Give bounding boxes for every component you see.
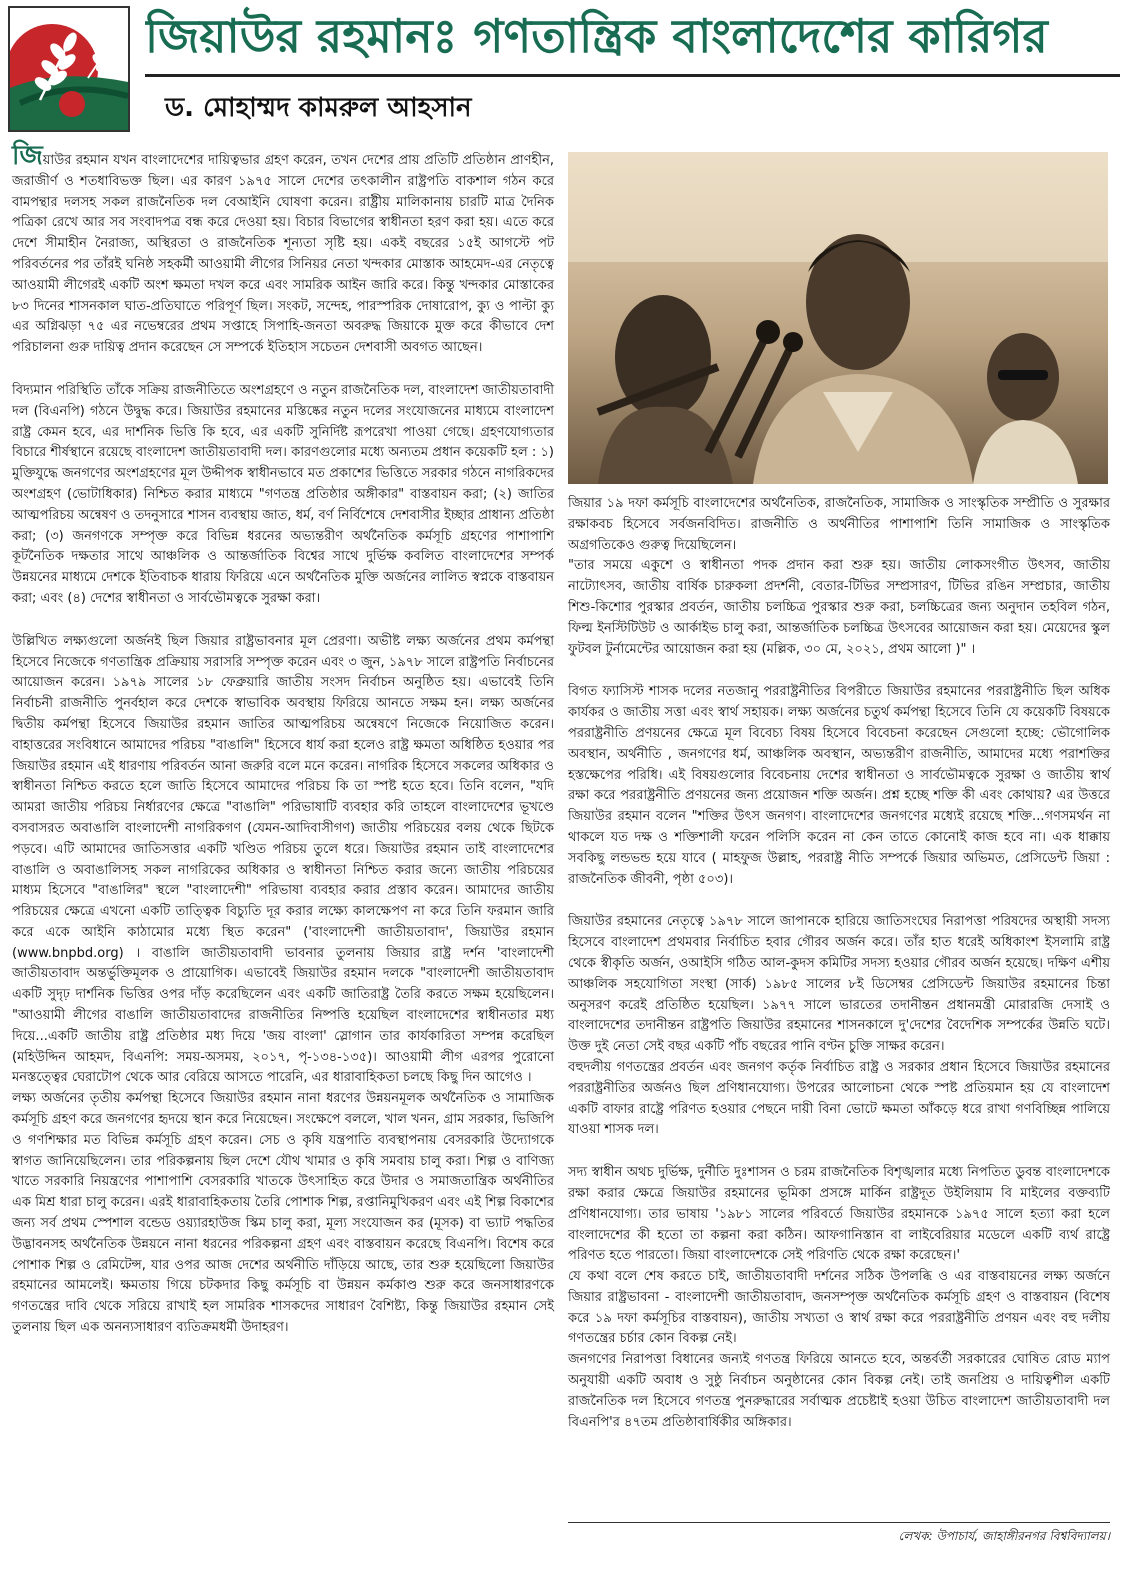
paragraph: লক্ষ্য অর্জনের তৃতীয় কর্মপন্থা হিসেবে জিয়াউর রহমান নানা ধরণের উন্নয়নমূলক অর্থনৈতিক ও সামাজিক কর্মসূচি গ্রহণ করে জনগণের হৃদয়ে স্থান করে নিয়েছেন। সংক্ষেপে বললে, খাল খনন, গ্রাম সরকার, ভিজিপি ও গণশিক্ষার মত বিভিন্ন কর্মসূচি গ্রহণ করেন। সেচ ও কৃষি যন্ত্রপাতি ব্যবস্থাপনায় বেসরকারি উদ্যোগকে স্বাগত জানিয়েছিলেন। তার পরিকল্পনায় ছিল দেশে যৌথ খামার ও কৃষি সমবায় চালু করা। শিল্প ও বাণিজ্য খাতে সরকারি নিয়ন্ত্রণের পাশাপাশি বেসরকারি খাতকে উৎসাহিত করে উদার ও সমাজতান্ত্রিক অর্থনীতির এক মিশ্র ধারা চালু করেন। এরই ধারাবাহিকতায় তৈরি পোশাক শিল্প, রপ্তানিমুখিকরণ এবং এই শিল্প বিকাশের জন্য সর্ব প্রথম স্পেশাল বন্ডেড ওয়্যারহাউজ স্কিম চালু করা, মূল্য সংযোজন কর (মূসক) বা ভ্যাট পদ্ধতির উদ্ভাবনসহ অর্থনৈতিক উন্নয়নে নানা ধরনের পরিকল্পনা গ্রহণ এবং বাস্তবায়ন করেছে বিএনপি। বিশেষ করে পোশাক শিল্প ও রেমিটেন্স, যার ওপর আজ দেশের অর্থনীতি দাঁড়িয়ে আছে, তার শুরু হয়েছিলো জিয়াউর রহমানের আমলেই। ক্ষমতায় গিয়ে চটকদার কিছু কর্মসূচি বা উন্নয়ন কর্মকাণ্ড শুরু করে জনসাধারণকে গণতন্ত্রের দাবি থেকে সরিয়ে রাখাই হল সামরিক শাসকদের সাধারণ বৈশিষ্ট্য, কিন্তু জিয়াউর রহমান সেই তুলনায় ছিল এক অনন্যসাধারণ ব্যতিক্রমধর্মী উদাহরণ। <box>12 1091 554 1336</box>
author-name: ড. মোহাম্মদ কামরুল আহসান <box>165 93 472 123</box>
author-byline: লেখক: উপাচার্য, জাহাঙ্গীরনগর বিশ্ববিদ্যালয়। <box>898 1529 1110 1543</box>
photo-ziaur-rahman-press-conference <box>568 152 1108 484</box>
paragraph: সদ্য স্বাধীন অথচ দুর্ভিক্ষ, দুর্নীতি দুঃশাসন ও চরম রাজনৈতিক বিশৃঙ্খলার মধ্যে নিপতিত ডুবন্ত বাংলাদেশকে রক্ষা করার ক্ষেত্রে জিয়াউর রহমানের ভূমিকা প্রসঙ্গে মার্কিন রাষ্ট্রদূত উইলিয়াম বি মাইলের বক্তব্যটি প্রণিধানযোগ্য। তার ভাষায় '১৯৮১ সালের পরিবর্তে জিয়াউর রহমানকে ১৯৭৫ সালে হত্যা করা হলে বাংলাদেশের কী হতো তা কল্পনা করা কঠিন। আফগানিস্তান বা লাইবেরিয়ার মডেলে একটি ব্যর্থ রাষ্ট্রে পরিণত হতে পারতো। জিয়া বাংলাদেশকে সেই পরিণতি থেকে রক্ষা করেছেন।' <box>568 1165 1110 1264</box>
byline-divider <box>568 1522 1110 1523</box>
paragraph: যে কথা বলে শেষ করতে চাই, জাতীয়তাবাদী দর্শনের সঠিক উপলব্ধি ও এর বাস্তবায়নের লক্ষ্য অর্জনে জিয়ার রাষ্ট্রভাবনা - বাংলাদেশী জাতীয়তাবাদ, জনসম্পৃক্ত অর্থনৈতিক কর্মসূচি গ্রহণ ও বাস্তবায়ন (বিশেষ করে ১৯ দফা কর্মসূচির বাস্তবায়ন), জাতীয় সখ্যতা ও স্বার্থ রক্ষা করে পররাষ্ট্রনীতি প্রণয়ন এবং বহু দলীয় গণতন্ত্রের চর্চার কোন বিকল্প নেই। <box>568 1269 1110 1347</box>
paragraph: জনগণের নিরাপত্তা বিধানের জন্যই গণতন্ত্র ফিরিয়ে আনতে হবে, অন্তর্বর্তী সরকারের ঘোষিত রোড ম্যাপ অনুযায়ী একটি অবাধ ও সুষ্ঠু নির্বাচন অনুষ্ঠানের কোন বিকল্প নেই। তাই জনপ্রিয় ও দায়িত্বশীল একটি রাজনৈতিক দল হিসেবে গণতন্ত্র পুনরুদ্ধারের সর্বাত্মক প্রচেষ্টাই হওয়া উচিত বাংলাদেশ জাতীয়তাবাদী দল বিএনপি'র ৪৭তম প্রতিষ্ঠাবার্ষিকীর অঙ্গিকার। <box>568 1352 1110 1430</box>
paragraph: বিগত ফ্যাসিস্ট শাসক দলের নতজানু পররাষ্ট্রনীতির বিপরীতে জিয়াউর রহমানের পররাষ্ট্রনীতি ছিল অধিক কার্যকর ও জাতীয় সত্তা এবং স্বার্থ সহায়ক। লক্ষ্য অর্জনের চতুর্থ কর্মপন্থা হিসেবে তিনি যে কয়েকটি বিষয়কে পররাষ্ট্রনীতি প্রণয়নের ক্ষেত্রে মূল বিবেচ্য বিষয় হিসেবে বিবেচনা করেছেন সেগুলো হচ্ছে: ভৌগোলিক অবস্থান, অর্থনীতি , জনগণের ধর্ম, আঞ্চলিক অবস্থান, অভ্যন্তরীণ রাজনীতি, আমাদের মধ্যে পরাশক্তির হস্তক্ষেপের পরিধি। এই বিষয়গুলোর বিবেচনায় দেশের স্বাধীনতা ও সার্বভৌমত্বকে সুরক্ষা ও জাতীয় স্বার্থ রক্ষা করে পররাষ্ট্রনীতি প্রণয়নের জন্য প্রয়োজন শক্তি অর্জন। প্রশ্ন হচ্ছে শক্তি কী এবং কোথায়? এর উত্তরে জিয়াউর রহমান বলেন "শক্তির উৎস জনগণ। বাংলাদেশের জনগণের মধ্যেই রয়েছে শক্তি...গণসমর্থন না থাকলে যত দক্ষ ও শক্তিশালী ফরেন পলিসি করেন না কেন তাতে কোনোই কাজ হবে না। এক ধাক্কায় সবকিছু লন্ডভন্ড হয়ে যাবে ( মাহফুজ উল্লাহ, পররাষ্ট্র নীতি সম্পর্কে জিয়ার অভিমত, প্রেসিডেন্ট জিয়া : রাজনৈতিক জীবনী, পৃষ্ঠা ৫০৩)। <box>568 684 1110 887</box>
article-title: জিয়াউর রহমানঃ গণতান্ত্রিক বাংলাদেশের কারিগর <box>145 9 1048 63</box>
header <box>0 0 1128 140</box>
paragraph-text: য়াউর রহমান যখন বাংলাদেশের দায়িত্বভার গ্রহণ করেন, তখন দেশের প্রায় প্রতিটি প্রতিষ্ঠান প্রাণহীন, জরাজীর্ণ ও শতধাবিভক্ত ছিল। এর কারণ ১৯৭৫ সালে দেশের তৎকালীন রাষ্ট্রপতি বাকশাল গঠন করে বামপন্থার দলসহ সকল রাজনৈতিক দল বেআইনি ঘোষণা করেন। রাষ্ট্রীয় মালিকানায় চারটি মাত্র দৈনিক পত্রিকা রেখে আর সব সংবাদপত্র বন্ধ করে দেওয়া হয়। বিচার বিভাগের স্বাধীনতা হরণ করা হয়। এতে করে দেশে সীমাহীন নৈরাজ্য, অস্থিরতা ও রাজনৈতিক শূন্যতা সৃষ্টি হয়। একই বছরের ১৫ই আগস্টে পট পরিবর্তনের পর তাঁরই ঘনিষ্ঠ সহকর্মী আওয়ামী লীগের সিনিয়র নেতা খন্দকার মোস্তাক আহমেদ-এর নেতৃত্বে আওয়ামী লীগেরই একটি অংশ ক্ষমতা দখল করে এবং সামরিক আইন জারি করে। কিন্তু খন্দকার মোস্তাকের ৮৩ দিনের শাসনকাল ঘাত-প্রতিঘাতে পরিপূর্ণ ছিল। সংকট, সন্দেহ, পারস্পরিক দোষারোপ, ক্যু ও পাল্টা ক্যু এর অগ্নিঝড়া ৭৫ এর নভেম্বরের প্রথম সপ্তাহে সিপাহি-জনতা অবরুদ্ধ জিয়াকে মুক্ত করে কীভাবে দেশ পরিচালনা গুরু দায়িত্ব প্রদান করেছেন সে সম্পর্কে ইতিহাস সচেতন দেশবাসী অবগত আছেন। <box>12 153 554 356</box>
paddy-flag-logo-icon <box>10 8 128 130</box>
drop-cap: জি <box>12 141 43 171</box>
sepia-photo-icon <box>568 152 1108 484</box>
party-logo <box>8 6 130 132</box>
paragraph: "তার সময়ে একুশে ও স্বাধীনতা পদক প্রদান করা শুরু হয়। জাতীয় লোকসংগীত উৎসব, জাতীয় নাট্যোৎসব, জাতীয় বার্ষিক চারুকলা প্রদর্শনী, বেতার-টিভির সম্প্রসারণ, টিভির রঙিন সম্প্রচার, জাতীয় শিশু-কিশোর পুরস্কার প্রবর্তন, জাতীয় চলচ্চিত্র পুরস্কার শুরু করা, চলচ্চিত্রের জন্য অনুদান তহবিল গঠন, ফিল্ম ইনস্টিটিউট ও আর্কাইভ চালু করা, আন্তর্জাতিক চলচ্চিত্র উৎসবের আয়োজন করা হয়। মেয়েদের স্কুল ফুটবল টুর্নামেন্টের আয়োজন করা হয় (মল্লিক, ৩০ মে, ২০২১, প্রথম আলো )" । <box>568 558 1110 657</box>
paragraph: বহুদলীয় গণতন্ত্রের প্রবর্তন এবং জনগণ কর্তৃক নির্বাচিত রাষ্ট্র ও সরকার প্রধান হিসেবে জিয়াউর রহমানের পররাষ্ট্রনীতির অর্জনও ছিল প্রণিধানযোগ্য। উপরের আলোচনা থেকে স্পষ্ট প্রতিয়মান হয় যে বাংলাদেশ একটি বাফার রাষ্ট্রে পরিণত হওয়ার পেছনে দায়ী বিনা ভোটে ক্ষমতা আঁকড়ে ধরে রাখা গণবিচ্ছিন্ন পালিয়ে যাওয়া শাসক দল। <box>568 1059 1110 1138</box>
paragraph: উল্লিখিত লক্ষ্যগুলো অর্জনই ছিল জিয়ার রাষ্ট্রভাবনার মূল প্রেরণা। অভীষ্ট লক্ষ্য অর্জনের প্রথম কর্মপন্থা হিসেবে নিজেকে গণতান্ত্রিক প্রক্রিয়ায় সরাসরি সম্পৃক্ত করেন এবং ৩ জুন, ১৯৭৮ সালে রাষ্ট্রপতি নির্বাচনের আয়োজন করেন। ১৯৭৯ সালের ১৮ ফেব্রুয়ারি জাতীয় সংসদ নির্বাচন অনুষ্ঠিত হয়। এভাবেই তিনি নির্বাচনী রাজনীতি পুনর্বহাল করে দেশকে স্বাভাবিক অবস্থায় ফিরিয়ে আনতে সক্ষম হন। লক্ষ্য অর্জনের দ্বিতীয় কর্মপন্থা হিসেবে জিয়াউর রহমান জাতির আত্মপরিচয় অন্বেষণে নিজেকে নিয়োজিত করেন। বাহাত্তরের সংবিধানে আমাদের পরিচয় "বাঙালি" হিসেবে ধার্য করা হলেও রাষ্ট্র ক্ষমতা অধিষ্ঠিত হওয়ার পর জিয়াউর রহমান এই ধারণায় পরিবর্তন আনা জরুরি বলে মনে করেন। নাগরিক হিসেবে সকলের অধিকার ও স্বাধীনতা নিশ্চিত করতে হলে জাতি হিসেবে আমাদের পরিচয় কি তা স্পষ্ট হতে হবে। তিনি বলেন, "যদি আমরা জাতীয় পরিচয় নির্ধারণের ক্ষেত্রে "বাঙালি" পরিভাষাটি ব্যবহার করি তাহলে বাংলাদেশের ভূখণ্ডে বসবাসরত অবাঙালি বাংলাদেশী নাগরিকগণ (যেমন-আদিবাসীগণ) জাতীয় পরিচয়ের বলয় থেকে ছিটকে পড়বে। এটি আমাদের জাতিসত্তার একটি খণ্ডিত পরিচয় তুলে ধরে। জিয়াউর রহমান তাই বাংলাদেশের বাঙালি ও অবাঙালিসহ সকল নাগরিকের অধিকার ও স্বাধীনতা নিশ্চিত করার জন্যে জাতীয় পরিচয়ের মাধ্যম হিসেবে "বাঙালির" স্থলে "বাংলাদেশী" পরিভাষা ব্যবহার করার প্রস্তাব করেন। আমাদের জাতীয় পরিচয়ের ক্ষেত্রে এখনো একটি তাত্ত্বিক বিচ্যুতি দূর করার লক্ষ্যে কালক্ষেপণ না করে তিনি ফরমান জারি করে একে আইনি কাঠামোর মধ্যে স্থিত করেন" ('বাংলাদেশী জাতীয়তাবাদ', জিয়াউর রহমান (www.bnpbd.org) । বাঙালি জাতীয়তাবাদী ভাবনার তুলনায় জিয়ার রাষ্ট্র দর্শন 'বাংলাদেশী জাতীয়তাবাদ অন্তর্ভুক্তিমূলক ও প্রায়োগিক। এভাবেই জিয়াউর রহমান দলকে "বাংলাদেশী জাতীয়তাবাদ একটি সুদৃঢ় দার্শনিক ভিত্তির ওপর দাঁড় করেছিলেন এবং একটি জাতিরাষ্ট্র তৈরি করতে সক্ষম হয়েছিলেন। "আওয়ামী লীগের বাঙালি জাতীয়তাবাদের রাজনীতির নিষ্পত্তি হয়েছিল বাংলাদেশের স্বাধীনতার মধ্য দিয়ে...একটি জাতীয় রাষ্ট্র প্রতিষ্ঠার মধ্য দিয়ে 'জয় বাংলা' স্লোগান তার কার্যকারিতা সম্পন্ন করেছিল (মহিউদ্দিন আহমদ, বিএনপি: সময়-অসময়, ২০১৭, পৃ-১৩৪-১৩৫)। আওয়ামী লীগ এরপর পুরোনো মনস্তত্ত্বের ঘেরাটোপ থেকে আর বেরিয়ে আসতে পারেনি, এর ধারাবাহিকতা চলছে কিছু দিন আগেও । <box>12 633 554 1086</box>
left-column <box>12 141 554 1339</box>
paragraph <box>12 141 554 359</box>
paragraph: বিদ্যমান পরিস্থিতি তাঁকে সক্রিয় রাজনীতিতে অংশগ্রহণে ও নতুন রাজনৈতিক দল, বাংলাদেশ জাতীয়তাবাদী দল (বিএনপি) গঠনে উদ্বুদ্ধ করে। জিয়াউর রহমানের মস্তিষ্কের নতুন দলের সংযোজনের মাধ্যমে বাংলাদেশ রাষ্ট্র কেমন হবে, এর দার্শনিক ভিত্তি কি হবে, এর একটি সুনির্দিষ্ট রূপরেখা পাওয়া গেছে। গ্রহণযোগ্যতার বিচারে শীর্ষস্থানে রয়েছে বাংলাদেশ জাতীয়তাবাদী দল। কারণগুলোর মধ্যে অন্যতম প্রধান কয়েকটি হল : ১) মুক্তিযুদ্ধে জনগণের অংশগ্রহণের মূল উদ্দীপক স্বাধীনভাবে মত প্রকাশের ভিত্তিতে সরকার গঠনে নাগরিকদের অংশগ্রহণ (ভোটাধিকার) নিশ্চিত করার মাধ্যমে "গণতন্ত্র প্রতিষ্ঠার অঙ্গীকার" বাস্তবায়ন করা; (২) জাতির আত্মপরিচয় অন্বেষণ ও তদনুসারে শাসন ব্যবস্থায় জাত, ধর্ম, বর্ণ নির্বিশেষে দেশবাসীর ইচ্ছার প্রাধান্য প্রতিষ্ঠা করা; (৩) জনগণকে সম্পৃক্ত করে বিভিন্ন ধরনের অভ্যন্তরীণ অর্থনৈতিক কর্মসূচি গ্রহণের পাশাপাশি কূটনৈতিক দক্ষতার সাথে আঞ্চলিক ও আন্তর্জাতিক বিশ্বের সাথে দুর্ভিক্ষ কবলিত বাংলাদেশের সম্পর্ক উন্নয়নের মাধ্যমে দেশকে ইতিবাচক ধারায় ফিরিয়ে এনে অর্থনৈতিক মুক্তি অর্জনের লালিত স্বপ্নকে বাস্তবায়ন করা; এবং (৪) দেশের স্বাধীনতা ও সার্বভৌমত্বকে সুরক্ষা করা। <box>12 382 554 606</box>
photo-caption: জিয়ার ১৯ দফা কর্মসূচি বাংলাদেশের অর্থনৈতিক, রাজনৈতিক, সামাজিক ও সাংস্কৃতিক সম্প্রীতি ও সুরক্ষার রক্ষাকবচ হিসেবে সর্বজনবিদিত। রাজনীতি ও অর্থনীতির পাশাপাশি তিনি সামাজিক ও সাংস্কৃতিক অগ্রগতিকেও গুরুত্ব দিয়েছিলেন। <box>568 496 1110 553</box>
title-area <box>145 6 1120 131</box>
right-column <box>568 146 1110 1433</box>
title-divider <box>145 74 1120 77</box>
paragraph: জিয়াউর রহমানের নেতৃত্বে ১৯৭৮ সালে জাপানকে হারিয়ে জাতিসংঘের নিরাপত্তা পরিষদের অস্থায়ী সদস্য হিসেবে বাংলাদেশ প্রথমবার নির্বাচিত হবার গৌরব অর্জন করে। তাঁর হাত ধরেই অধিকাংশ ইসলামি রাষ্ট্র থেকে স্বীকৃতি অর্জন, ওআইসি গঠিত আল-কুদস কমিটির সদস্য হওয়ার গৌরব অর্জন হয়েছে। দক্ষিণ এশীয় আঞ্চলিক সহযোগিতা সংস্থা (সার্ক) ১৯৮৫ সালের ৮ই ডিসেম্বর প্রেসিডেন্ট জিয়াউর রহমানের চিন্তা অনুসরণ করেই প্রতিষ্ঠিত হয়েছিল। ১৯৭৭ সালে ভারতের তদানীন্তন প্রধানমন্ত্রী মোরারজি দেসাই ও বাংলাদেশের তদানীন্তন রাষ্ট্রপতি জিয়াউর রহমানের শাসনকালে দু'দেশের বৈদেশিক সম্পর্কের উন্নতি ঘটে। উক্ত দুই নেতা সেই বছর একটি পাঁচ বছরের পানি বণ্টন চুক্তি সাক্ষর করেন। <box>568 914 1110 1055</box>
